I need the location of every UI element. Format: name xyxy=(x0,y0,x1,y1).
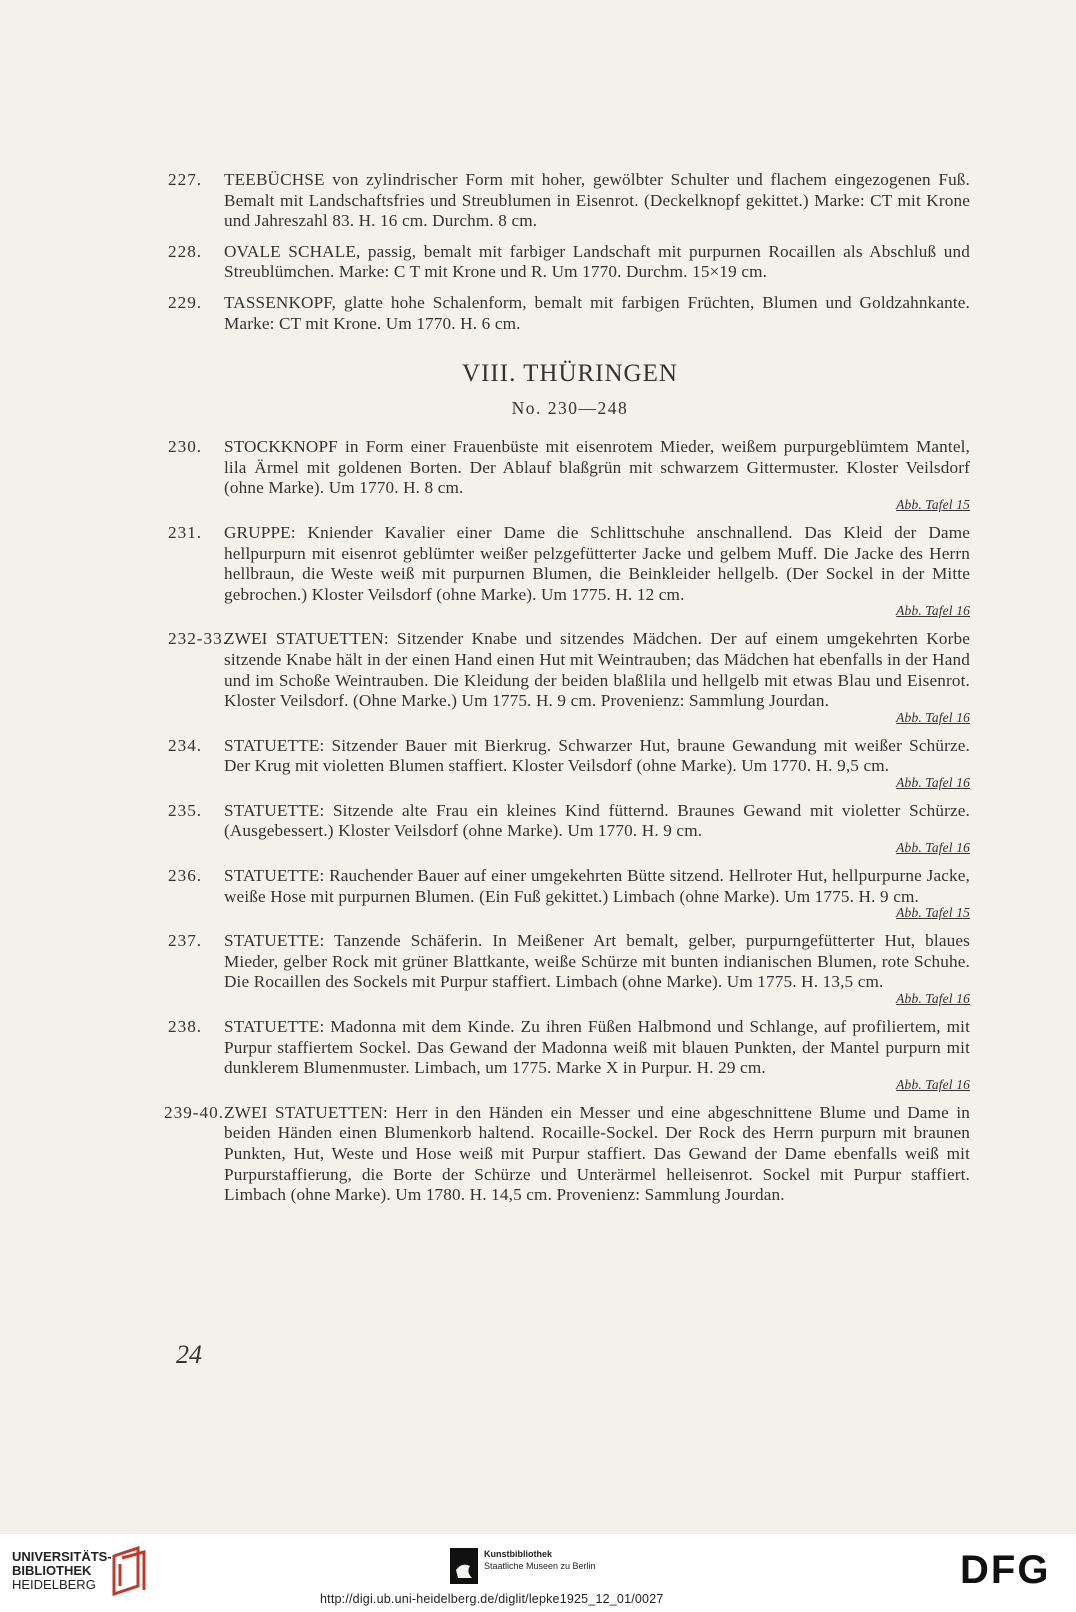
catalog-entry-235 xyxy=(170,801,970,856)
plate-reference: Abb. Tafel 15 xyxy=(896,905,970,921)
kunstbibliothek-logo-icon xyxy=(450,1548,478,1584)
entry-number: 236. xyxy=(168,866,203,886)
page-number: 24 xyxy=(176,1340,202,1369)
catalog-entry-231 xyxy=(170,523,970,619)
kb-line-1: Kunstbibliothek xyxy=(484,1549,552,1559)
catalog-entry-237 xyxy=(170,931,970,1007)
entry-text: TEEBÜCHSE von zylindrischer Form mit hoher, gewölbter Schulter und flachem eingezogenen Fuß. Bemalt mit Landschaftsfries und Streublumen in Eisenrot. (Deckelknopf gekittet.) Marke: CT mit Krone und Jahreszahl 83. H. 16 cm. Durchm. 8 cm. xyxy=(224,170,970,231)
entry-number: 232-33. xyxy=(168,629,228,649)
entry-text: GRUPPE: Kniender Kavalier einer Dame die Schlittschuhe anschnallend. Das Kleid der Dame hellpurpurn mit eisenrot geblümter weißer pelzgefütterter Jacke und gelbem Muff. Die Jacke des Herrn hellbraun, die Weste weiß mit purpurnen Blumen, die Beinkleider hellgelb. (Der Sockel in der Mitte gebrochen.) Kloster Veilsdorf (ohne Marke). Um 1775. H. 12 cm. xyxy=(224,522,970,604)
entry-number: 238. xyxy=(168,1017,203,1037)
entry-number: 228. xyxy=(168,241,203,261)
uni-line-2: BIBLIOTHEK xyxy=(12,1563,92,1578)
plate-reference: Abb. Tafel 16 xyxy=(896,840,970,856)
plate-reference: Abb. Tafel 16 xyxy=(896,774,970,790)
kb-line-2: Staatliche Museen zu Berlin xyxy=(484,1561,596,1571)
entry-number: 237. xyxy=(168,931,203,951)
entry-number: 239-40. xyxy=(164,1102,224,1122)
entry-text: ZWEI STATUETTEN: Sitzender Knabe und sitzendes Mädchen. Der auf einem umgekehrten Korbe sitzende Knabe hält in der einen Hand einen Hut mit Weintrauben; das Mädchen hat ebenfalls in der Hand und im Schoße Weintrauben. Die Kleidung der beiden blaßlila und hellgelb mit etwas Blau und Eisenrot. Kloster Veilsdorf. (Ohne Marke.) Um 1775. H. 9 cm. Provenienz: Sammlung Jourdan. xyxy=(224,629,970,711)
entry-text: OVALE SCHALE, passig, bemalt mit farbiger Landschaft mit purpurnen Rocaillen als Abschluß und Streublümchen. Marke: C T mit Krone und R. Um 1770. Durchm. 15×19 cm. xyxy=(224,241,970,282)
catalog-entry-228 xyxy=(170,242,970,283)
entry-number: 231. xyxy=(168,522,203,542)
catalog-entry-232-33 xyxy=(170,629,970,725)
entry-number: 229. xyxy=(168,292,203,312)
footer-bar xyxy=(0,1534,1076,1612)
university-library-logo-text[interactable] xyxy=(12,1550,112,1592)
plate-reference: Abb. Tafel 15 xyxy=(896,496,970,512)
entry-text: STATUETTE: Tanzende Schäferin. In Meißener Art bemalt, gelber, purpurngefütterter Hut, blaues Mieder, gelber Rock mit grüner Blattkante, weiße Schürze mit bunten indianischen Blumen, rote Schuhe. Die Rocaillen des Sockels mit Purpur staffiert. Limbach (ohne Marke). Um 1775. H. 13,5 cm. xyxy=(224,931,970,992)
entry-text: STATUETTE: Madonna mit dem Kinde. Zu ihren Füßen Halbmond und Schlange, auf profiliertem, mit Purpur staffiertem Sockel. Das Gewand der Madonna weiß mit blauen Punkten, der Mantel purpurn mit dunklerem Blumenmuster. Limbach, um 1775. Marke X in Purpur. H. 29 cm. xyxy=(224,1017,970,1078)
catalog-entries xyxy=(164,170,970,1216)
university-logo-icon xyxy=(108,1546,148,1596)
catalog-entry-230 xyxy=(170,437,970,513)
catalog-entry-234 xyxy=(170,736,970,791)
entry-text: TASSENKOPF, glatte hohe Schalenform, bemalt mit farbigen Früchten, Blumen und Goldzahnkante. Marke: CT mit Krone. Um 1770. H. 6 cm. xyxy=(224,292,970,333)
plate-reference: Abb. Tafel 16 xyxy=(896,1076,970,1092)
section-subtitle: No. 230—248 xyxy=(511,398,629,419)
catalog-entry-236 xyxy=(170,866,970,921)
plate-reference: Abb. Tafel 16 xyxy=(896,709,970,725)
kunstbibliothek-label[interactable] xyxy=(484,1548,596,1572)
plate-reference: Abb. Tafel 16 xyxy=(896,991,970,1007)
catalog-entry-229 xyxy=(170,293,970,334)
entry-text: ZWEI STATUETTEN: Herr in den Händen ein Messer und eine abgeschnittene Blume und Dame in beiden Händen einen Blumenkorb haltend. Rocaille-Sockel. Der Rock des Herrn purpurn mit braunen Punkten, Hut, Weste und Hose weiß mit Purpur staffiert. Das Gewand der Dame ebenfalls weiß mit Purpurstaffierung, die Borte der Schürze und Unterärmel helleisenrot. Sockel mit Purpur staffiert. Limbach (ohne Marke). Um 1780. H. 14,5 cm. Provenienz: Sammlung Jourdan. xyxy=(224,1102,970,1205)
catalog-entry-238 xyxy=(170,1017,970,1093)
plate-reference: Abb. Tafel 16 xyxy=(896,603,970,619)
entry-text: STOCKKNOPF in Form einer Frauenbüste mit eisenrotem Mieder, weißem purpurgeblümtem Mantel, lila Ärmel mit goldenen Borten. Der Ablauf blaßgrün mit schwarzem Gittermuster. Kloster Veilsdorf (ohne Marke). Um 1770. H. 8 cm. xyxy=(224,437,970,498)
uni-line-3: HEIDELBERG xyxy=(12,1577,96,1592)
entry-number: 227. xyxy=(168,170,203,189)
uni-line-1: UNIVERSITÄTS- xyxy=(12,1549,112,1564)
dfg-logo[interactable]: DFG xyxy=(960,1548,1051,1592)
entry-number: 234. xyxy=(168,735,203,755)
source-url-link[interactable]: http://digi.ub.uni-heidelberg.de/diglit/lepke1925_12_01/0027 xyxy=(320,1592,664,1606)
catalog-entry-239-40 xyxy=(164,1102,970,1206)
entry-number: 235. xyxy=(168,800,203,820)
section-title: VIII. THÜRINGEN xyxy=(462,360,678,388)
entry-text: STATUETTE: Sitzender Bauer mit Bierkrug. Schwarzer Hut, braune Gewandung mit weißer Schürze. Der Krug mit violetten Blumen staffiert. Kloster Veilsdorf (ohne Marke). Um 1770. H. 9,5 cm. xyxy=(224,735,970,776)
entry-text: STATUETTE: Sitzende alte Frau ein kleines Kind fütternd. Braunes Gewand mit violetter Schürze. (Ausgebessert.) Kloster Veilsdorf (ohne Marke). Um 1770. H. 9 cm. xyxy=(224,800,970,841)
entry-number: 230. xyxy=(168,437,203,457)
entry-text: STATUETTE: Rauchender Bauer auf einer umgekehrten Bütte sitzend. Hellroter Hut, hellpurpurne Jacke, weiße Hose mit purpurnen Blumen. (Ein Fuß gekittet.) Limbach (ohne Marke). Um 1775. H. 9 cm. xyxy=(224,866,970,906)
catalog-entry-227 xyxy=(170,170,970,232)
